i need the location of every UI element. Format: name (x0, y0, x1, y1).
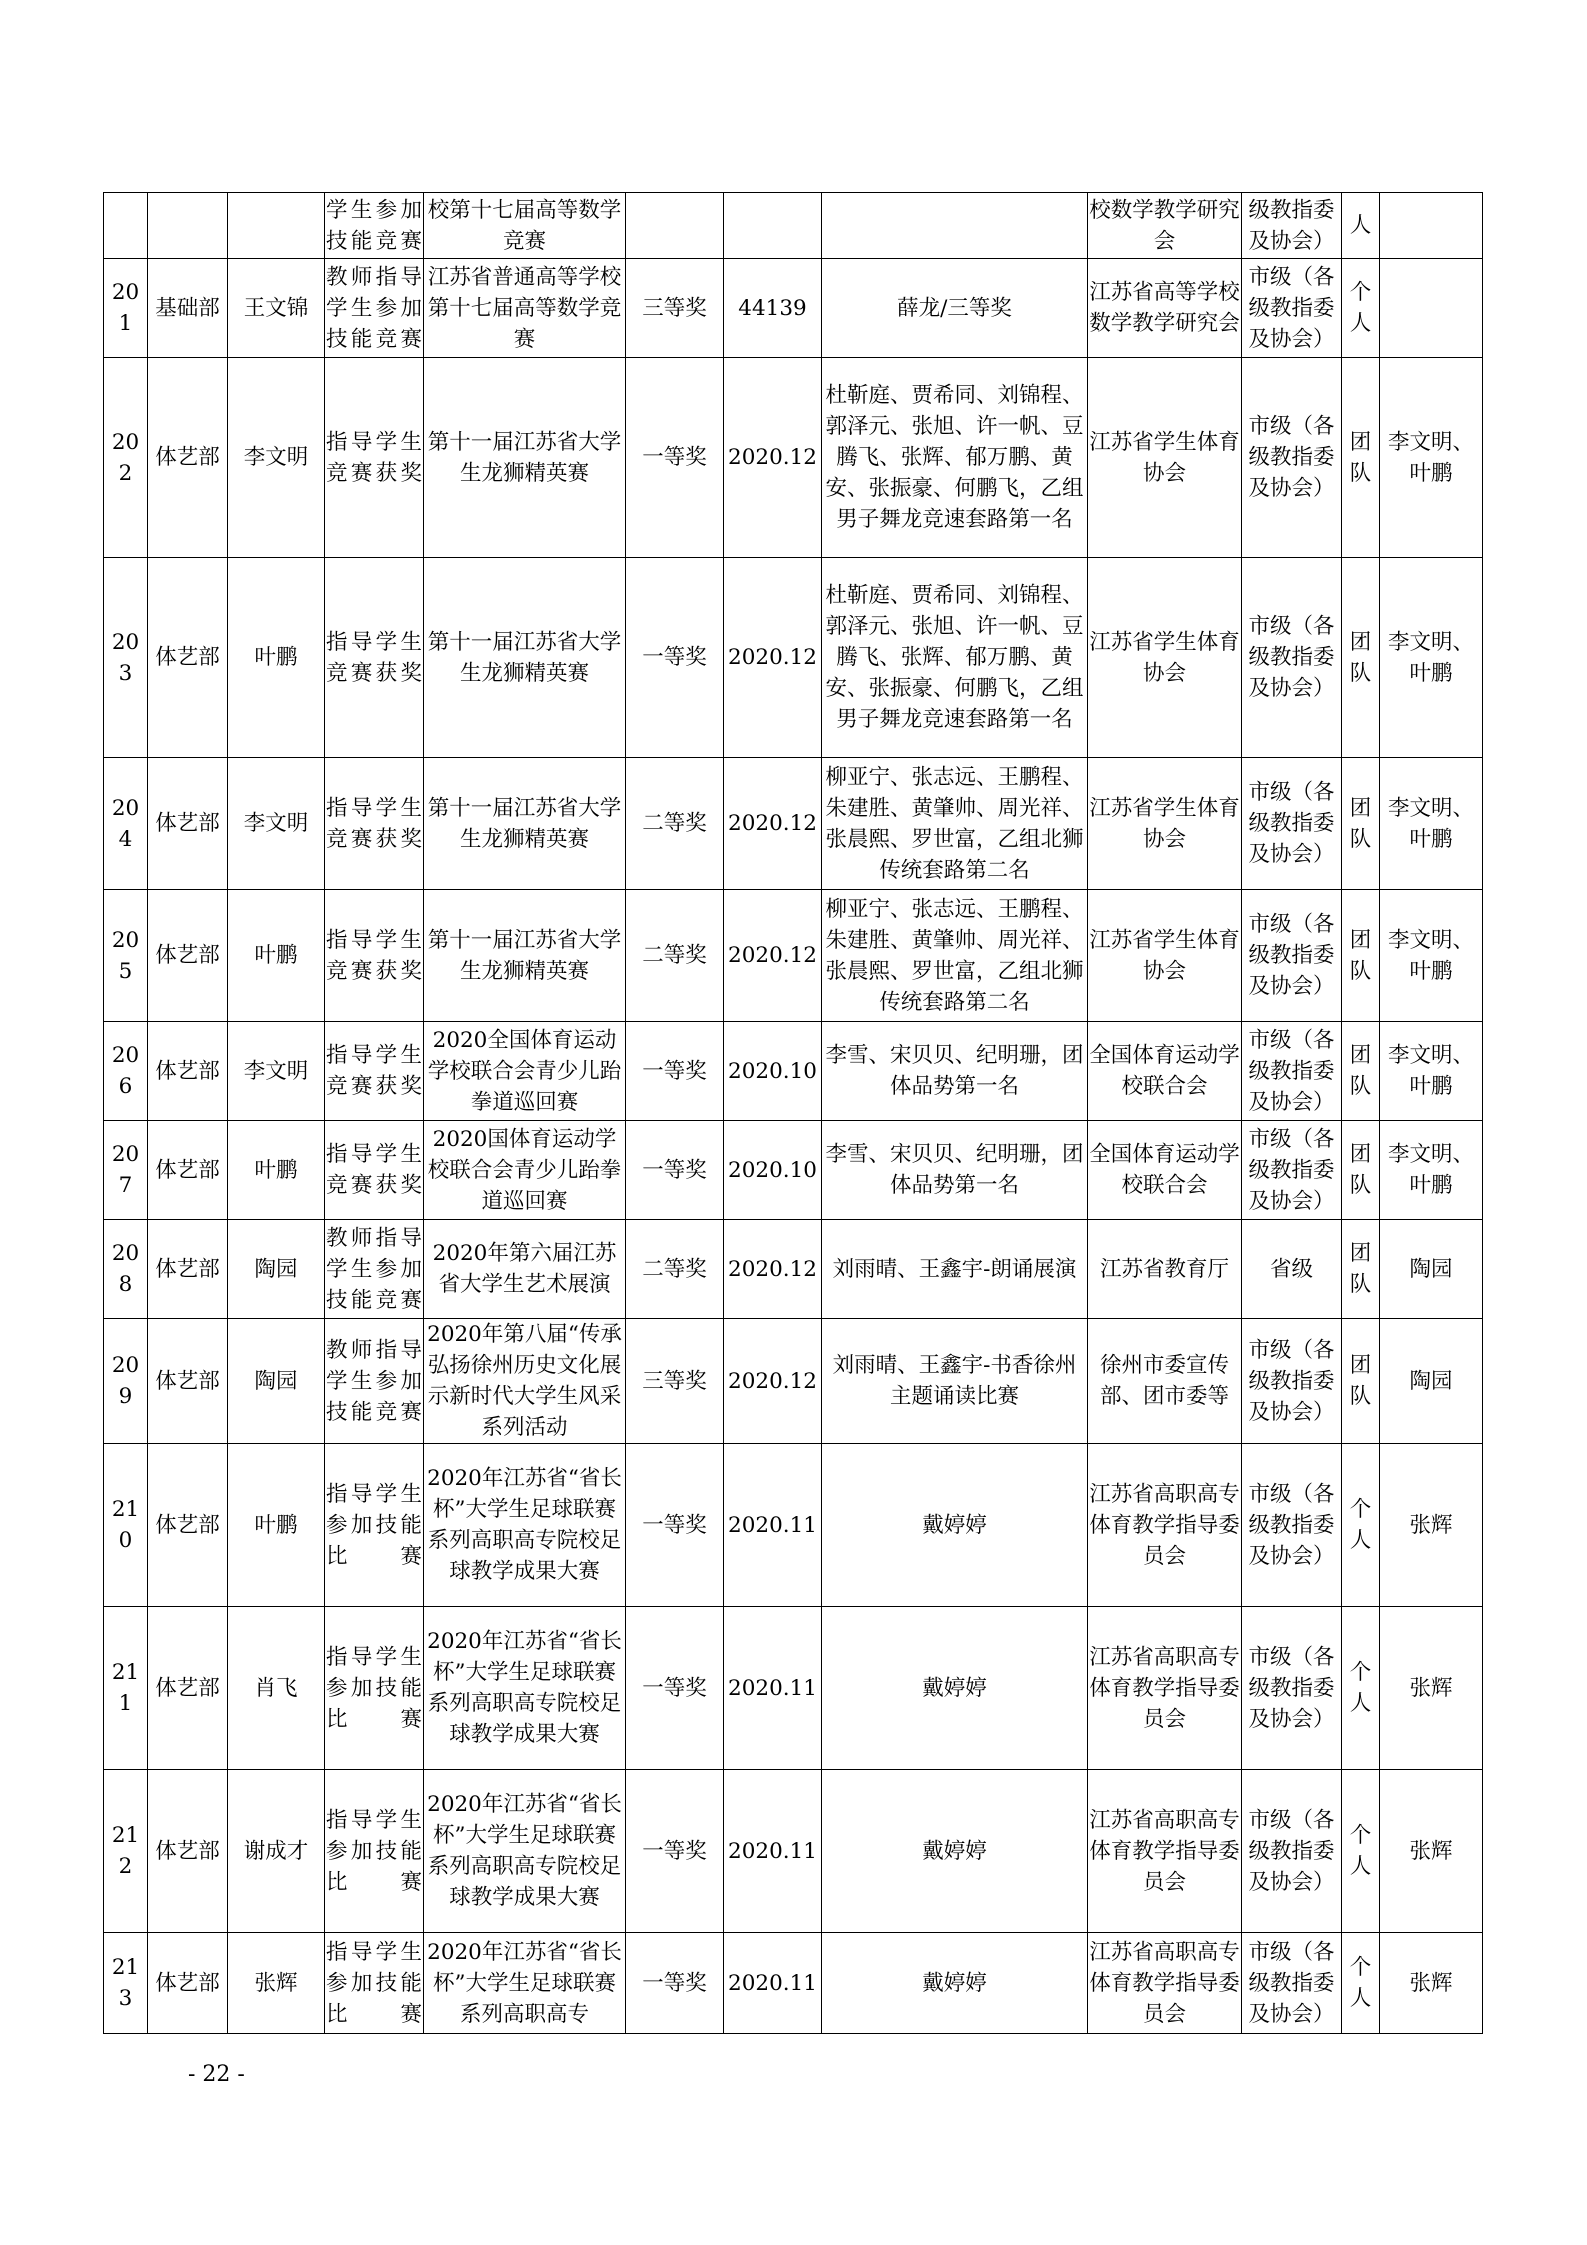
organizer-cell: 江苏省学生体育协会 (1088, 558, 1242, 758)
table-row (104, 1121, 1483, 1220)
competition-name-cell: 江苏省普通高等学校第十七届高等数学竞赛 (424, 259, 626, 358)
competition-name-cell: 2020年江苏省“省长杯”大学生足球联赛系列高职高专院校足球教学成果大赛 (424, 1444, 626, 1607)
row-number-cell: 201 (104, 259, 148, 358)
competition-name-cell: 2020全国体育运动学校联合会青少儿跆拳道巡回赛 (424, 1022, 626, 1121)
department-cell: 体艺部 (148, 890, 228, 1022)
award-level-cell: 市级（各级教指委及协会） (1242, 1770, 1342, 1933)
competition-name-cell: 2020年第八届“传承弘扬徐州历史文化展示新时代大学生风采系列活动 (424, 1319, 626, 1444)
teacher-name-cell: 李文明 (228, 1022, 325, 1121)
advisor-cell: 李文明、叶鹏 (1380, 890, 1483, 1022)
category-cell: 指导学生参加技能比赛 (325, 1444, 424, 1607)
organizer-cell: 江苏省高职高专体育教学指导委员会 (1088, 1607, 1242, 1770)
award-cell: 一等奖 (626, 1121, 724, 1220)
advisor-cell: 陶园 (1380, 1319, 1483, 1444)
table-row (104, 358, 1483, 558)
advisor-cell (1380, 193, 1483, 259)
category-cell: 学生参加技能竞赛 (325, 193, 424, 259)
award-table (103, 192, 1483, 2034)
department-cell: 体艺部 (148, 1933, 228, 2034)
row-number-cell: 209 (104, 1319, 148, 1444)
award-level-cell: 市级（各级教指委及协会） (1242, 1022, 1342, 1121)
award-date-cell: 2020.12 (724, 890, 822, 1022)
advisor-cell: 张辉 (1380, 1444, 1483, 1607)
award-cell: 一等奖 (626, 1607, 724, 1770)
award-level-cell: 市级（各级教指委及协会） (1242, 1319, 1342, 1444)
award-date-cell: 2020.10 (724, 1121, 822, 1220)
award-date-cell: 2020.11 (724, 1607, 822, 1770)
award-cell: 二等奖 (626, 890, 724, 1022)
teacher-name-cell: 叶鹏 (228, 1121, 325, 1220)
category-cell: 指导学生竞赛获奖 (325, 1022, 424, 1121)
award-type-cell: 团队 (1342, 890, 1380, 1022)
student-awards-cell: 戴婷婷 (822, 1444, 1088, 1607)
competition-name-cell: 2020年第六届江苏省大学生艺术展演 (424, 1220, 626, 1319)
row-number-cell: 208 (104, 1220, 148, 1319)
table-body (104, 193, 1483, 2034)
category-cell: 指导学生竞赛获奖 (325, 558, 424, 758)
student-awards-cell: 柳亚宁、张志远、王鹏程、朱建胜、黄肇帅、周光祥、张晨熙、罗世富，乙组北狮传统套路第二名 (822, 758, 1088, 890)
award-level-cell: 市级（各级教指委及协会） (1242, 1933, 1342, 2034)
row-number-cell: 207 (104, 1121, 148, 1220)
teacher-name-cell: 李文明 (228, 758, 325, 890)
category-cell: 教师指导学生参加技能竞赛 (325, 259, 424, 358)
award-level-cell: 市级（各级教指委及协会） (1242, 758, 1342, 890)
organizer-cell: 江苏省教育厅 (1088, 1220, 1242, 1319)
student-awards-cell: 刘雨晴、王鑫宇-书香徐州主题诵读比赛 (822, 1319, 1088, 1444)
department-cell: 体艺部 (148, 758, 228, 890)
row-number-cell: 202 (104, 358, 148, 558)
student-awards-cell: 杜靳庭、贾希同、刘锦程、郭泽元、张旭、许一帆、豆腾飞、张辉、郁万鹏、黄安、张振豪、何鹏飞，乙组男子舞龙竞速套路第一名 (822, 358, 1088, 558)
row-number-cell: 204 (104, 758, 148, 890)
competition-name-cell: 第十一届江苏省大学生龙狮精英赛 (424, 890, 626, 1022)
award-type-cell: 团队 (1342, 758, 1380, 890)
award-type-cell: 个人 (1342, 1770, 1380, 1933)
advisor-cell (1380, 259, 1483, 358)
award-date-cell: 2020.11 (724, 1770, 822, 1933)
department-cell (148, 193, 228, 259)
category-cell: 教师指导学生参加技能竞赛 (325, 1319, 424, 1444)
award-type-cell: 团队 (1342, 358, 1380, 558)
category-cell: 指导学生参加技能比赛 (325, 1933, 424, 2034)
row-number-cell: 211 (104, 1607, 148, 1770)
award-type-cell: 个人 (1342, 1607, 1380, 1770)
department-cell: 体艺部 (148, 1607, 228, 1770)
advisor-cell: 李文明、叶鹏 (1380, 1022, 1483, 1121)
award-cell: 三等奖 (626, 259, 724, 358)
award-type-cell: 个人 (1342, 1933, 1380, 2034)
table-row (104, 1607, 1483, 1770)
department-cell: 体艺部 (148, 358, 228, 558)
row-number-cell: 206 (104, 1022, 148, 1121)
student-awards-cell: 李雪、宋贝贝、纪明珊，团体品势第一名 (822, 1022, 1088, 1121)
award-level-cell: 市级（各级教指委及协会） (1242, 1444, 1342, 1607)
advisor-cell: 张辉 (1380, 1933, 1483, 2034)
award-cell: 二等奖 (626, 1220, 724, 1319)
award-level-cell: 市级（各级教指委及协会） (1242, 1121, 1342, 1220)
category-cell: 指导学生参加技能比赛 (325, 1607, 424, 1770)
teacher-name-cell: 叶鹏 (228, 1444, 325, 1607)
award-type-cell: 团队 (1342, 1121, 1380, 1220)
advisor-cell: 李文明、叶鹏 (1380, 358, 1483, 558)
table-row (104, 1022, 1483, 1121)
award-type-cell: 团队 (1342, 558, 1380, 758)
teacher-name-cell: 陶园 (228, 1220, 325, 1319)
organizer-cell: 江苏省高等学校数学教学研究会 (1088, 259, 1242, 358)
advisor-cell: 李文明、叶鹏 (1380, 758, 1483, 890)
organizer-cell: 全国体育运动学校联合会 (1088, 1022, 1242, 1121)
award-cell: 一等奖 (626, 1022, 724, 1121)
award-cell: 一等奖 (626, 1933, 724, 2034)
category-cell: 指导学生参加技能比赛 (325, 1770, 424, 1933)
category-cell: 指导学生竞赛获奖 (325, 890, 424, 1022)
award-date-cell: 2020.12 (724, 758, 822, 890)
table-row (104, 558, 1483, 758)
table-row (104, 1444, 1483, 1607)
table-row (104, 1770, 1483, 1933)
teacher-name-cell: 李文明 (228, 358, 325, 558)
row-number-cell: 210 (104, 1444, 148, 1607)
department-cell: 体艺部 (148, 1022, 228, 1121)
student-awards-cell: 刘雨晴、王鑫宇-朗诵展演 (822, 1220, 1088, 1319)
row-number-cell: 203 (104, 558, 148, 758)
department-cell: 体艺部 (148, 558, 228, 758)
award-level-cell: 市级（各级教指委及协会） (1242, 890, 1342, 1022)
organizer-cell: 校数学教学研究会 (1088, 193, 1242, 259)
award-date-cell: 2020.11 (724, 1444, 822, 1607)
organizer-cell: 全国体育运动学校联合会 (1088, 1121, 1242, 1220)
award-cell: 一等奖 (626, 558, 724, 758)
competition-name-cell: 第十一届江苏省大学生龙狮精英赛 (424, 758, 626, 890)
advisor-cell: 李文明、叶鹏 (1380, 1121, 1483, 1220)
organizer-cell: 江苏省高职高专体育教学指导委员会 (1088, 1770, 1242, 1933)
award-date-cell: 2020.12 (724, 1319, 822, 1444)
award-type-cell: 团队 (1342, 1319, 1380, 1444)
student-awards-cell: 薛龙/三等奖 (822, 259, 1088, 358)
organizer-cell: 江苏省高职高专体育教学指导委员会 (1088, 1933, 1242, 2034)
award-type-cell: 团队 (1342, 1220, 1380, 1319)
table-row (104, 890, 1483, 1022)
award-date-cell: 2020.11 (724, 1933, 822, 2034)
competition-name-cell: 第十一届江苏省大学生龙狮精英赛 (424, 358, 626, 558)
award-level-cell: 级教指委及协会） (1242, 193, 1342, 259)
teacher-name-cell: 王文锦 (228, 259, 325, 358)
award-type-cell: 个人 (1342, 259, 1380, 358)
award-date-cell (724, 193, 822, 259)
student-awards-cell: 李雪、宋贝贝、纪明珊，团体品势第一名 (822, 1121, 1088, 1220)
teacher-name-cell: 叶鹏 (228, 890, 325, 1022)
row-number-cell: 212 (104, 1770, 148, 1933)
row-number-cell: 205 (104, 890, 148, 1022)
student-awards-cell: 戴婷婷 (822, 1770, 1088, 1933)
award-level-cell: 市级（各级教指委及协会） (1242, 259, 1342, 358)
advisor-cell: 张辉 (1380, 1770, 1483, 1933)
student-awards-cell (822, 193, 1088, 259)
competition-name-cell: 2020年江苏省“省长杯”大学生足球联赛系列高职高专院校足球教学成果大赛 (424, 1770, 626, 1933)
competition-name-cell: 2020国体育运动学校联合会青少儿跆拳道巡回赛 (424, 1121, 626, 1220)
student-awards-cell: 杜靳庭、贾希同、刘锦程、郭泽元、张旭、许一帆、豆腾飞、张辉、郁万鹏、黄安、张振豪、何鹏飞，乙组男子舞龙竞速套路第一名 (822, 558, 1088, 758)
category-cell: 指导学生竞赛获奖 (325, 758, 424, 890)
award-type-cell: 人 (1342, 193, 1380, 259)
teacher-name-cell (228, 193, 325, 259)
department-cell: 体艺部 (148, 1121, 228, 1220)
award-level-cell: 省级 (1242, 1220, 1342, 1319)
teacher-name-cell: 肖飞 (228, 1607, 325, 1770)
table-row (104, 193, 1483, 259)
organizer-cell: 江苏省学生体育协会 (1088, 890, 1242, 1022)
row-number-cell (104, 193, 148, 259)
award-type-cell: 团队 (1342, 1022, 1380, 1121)
department-cell: 体艺部 (148, 1220, 228, 1319)
category-cell: 指导学生竞赛获奖 (325, 1121, 424, 1220)
student-awards-cell: 柳亚宁、张志远、王鹏程、朱建胜、黄肇帅、周光祥、张晨熙、罗世富，乙组北狮传统套路第二名 (822, 890, 1088, 1022)
award-type-cell: 个人 (1342, 1444, 1380, 1607)
award-cell: 一等奖 (626, 1770, 724, 1933)
table-row (104, 1319, 1483, 1444)
award-date-cell: 44139 (724, 259, 822, 358)
award-cell: 三等奖 (626, 1319, 724, 1444)
student-awards-cell: 戴婷婷 (822, 1933, 1088, 2034)
advisor-cell: 陶园 (1380, 1220, 1483, 1319)
advisor-cell: 李文明、叶鹏 (1380, 558, 1483, 758)
department-cell: 基础部 (148, 259, 228, 358)
category-cell: 指导学生竞赛获奖 (325, 358, 424, 558)
award-cell: 一等奖 (626, 358, 724, 558)
student-awards-cell: 戴婷婷 (822, 1607, 1088, 1770)
competition-name-cell: 第十一届江苏省大学生龙狮精英赛 (424, 558, 626, 758)
award-level-cell: 市级（各级教指委及协会） (1242, 558, 1342, 758)
award-date-cell: 2020.12 (724, 558, 822, 758)
advisor-cell: 张辉 (1380, 1607, 1483, 1770)
table-row (104, 1220, 1483, 1319)
teacher-name-cell: 谢成才 (228, 1770, 325, 1933)
table-row (104, 259, 1483, 358)
row-number-cell: 213 (104, 1933, 148, 2034)
award-level-cell: 市级（各级教指委及协会） (1242, 358, 1342, 558)
page-number: - 22 - (188, 2062, 245, 2087)
teacher-name-cell: 叶鹏 (228, 558, 325, 758)
award-level-cell: 市级（各级教指委及协会） (1242, 1607, 1342, 1770)
department-cell: 体艺部 (148, 1770, 228, 1933)
award-cell: 一等奖 (626, 1444, 724, 1607)
table-row (104, 758, 1483, 890)
competition-name-cell: 校第十七届高等数学竞赛 (424, 193, 626, 259)
award-date-cell: 2020.12 (724, 358, 822, 558)
department-cell: 体艺部 (148, 1319, 228, 1444)
award-date-cell: 2020.10 (724, 1022, 822, 1121)
teacher-name-cell: 陶园 (228, 1319, 325, 1444)
competition-name-cell: 2020年江苏省“省长杯”大学生足球联赛系列高职高专 (424, 1933, 626, 2034)
award-cell: 二等奖 (626, 758, 724, 890)
table-row (104, 1933, 1483, 2034)
organizer-cell: 江苏省高职高专体育教学指导委员会 (1088, 1444, 1242, 1607)
competition-name-cell: 2020年江苏省“省长杯”大学生足球联赛系列高职高专院校足球教学成果大赛 (424, 1607, 626, 1770)
category-cell: 教师指导学生参加技能竞赛 (325, 1220, 424, 1319)
organizer-cell: 江苏省学生体育协会 (1088, 758, 1242, 890)
organizer-cell: 江苏省学生体育协会 (1088, 358, 1242, 558)
department-cell: 体艺部 (148, 1444, 228, 1607)
organizer-cell: 徐州市委宣传部、团市委等 (1088, 1319, 1242, 1444)
award-date-cell: 2020.12 (724, 1220, 822, 1319)
award-cell (626, 193, 724, 259)
teacher-name-cell: 张辉 (228, 1933, 325, 2034)
